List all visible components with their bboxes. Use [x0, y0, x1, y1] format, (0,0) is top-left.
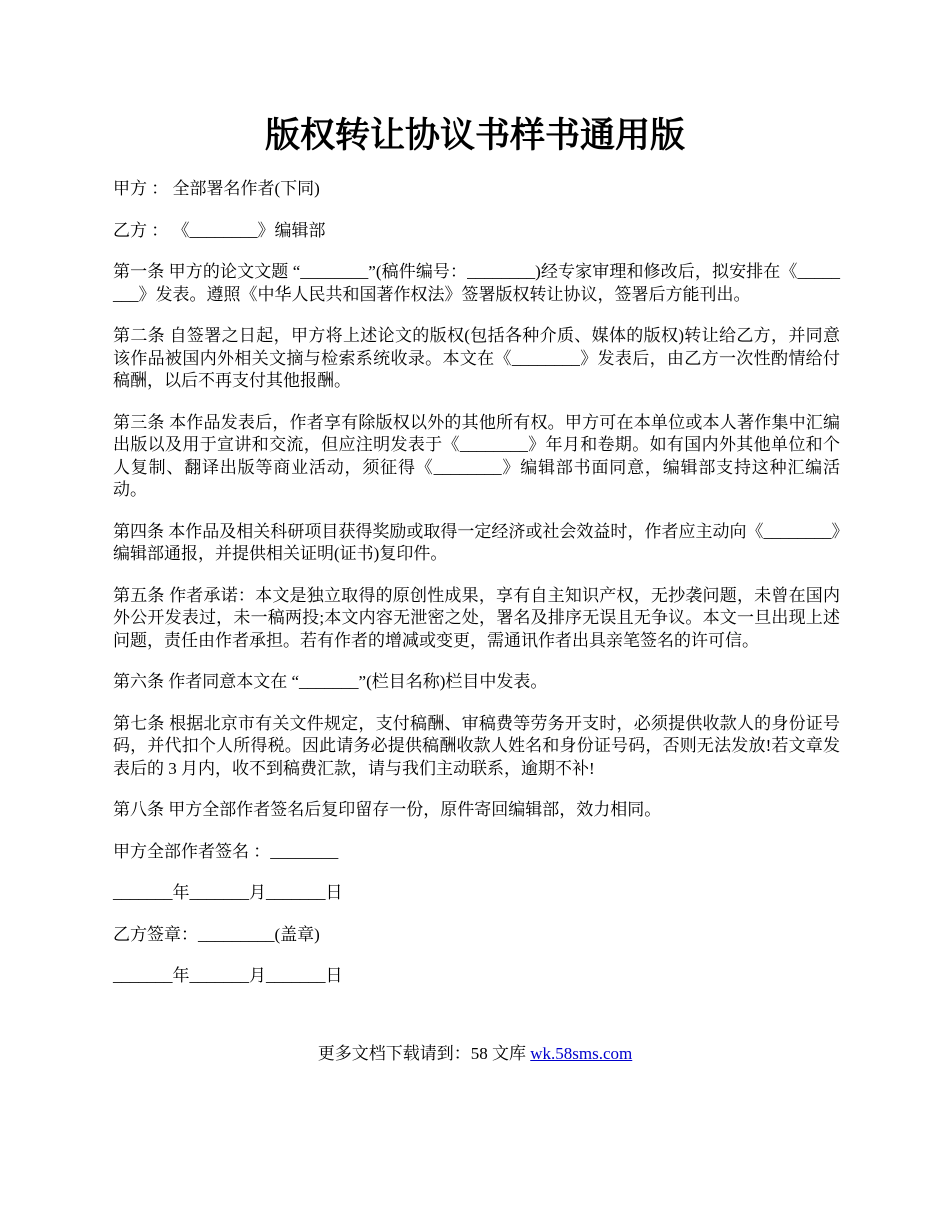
download-footer — [0, 1043, 950, 1065]
article-2: 第二条 自签署之日起，甲方将上述论文的版权(包括各种介质、媒体的版权)转让给乙方，并同意该作品被国内外相关文摘与检索系统收录。本文在《________》发表后，由乙方一次性酌情给付稿酬，以后不再支付其他报酬。 — [113, 326, 840, 390]
document-body — [113, 178, 840, 1007]
article-3: 第三条 本作品发表后，作者享有除版权以外的其他所有权。甲方可在本单位或本人著作集中汇编出版以及用于宣讲和交流，但应注明发表于《________》年月和卷期。如有国内外其他单位和个人复制、翻译出版等商业活动，须征得《________》编辑部书面同意，编辑部支持这种汇编活动。 — [113, 412, 840, 499]
article-8: 第八条 甲方全部作者签名后复印留存一份，原件寄回编辑部，效力相同。 — [113, 800, 662, 819]
footer-text: 更多文档下载请到：58 文库 — [317, 1044, 531, 1063]
party-b-seal-line: 乙方签章：_________(盖章) — [113, 924, 320, 944]
article-1: 第一条 甲方的论文文题 “________”(稿件编号：________)经专家审理和修改后，拟安排在《________》发表。遵照《中华人民共和国著作权法》签署版权转让协议，签署后方能刊出。 — [113, 262, 840, 304]
party-a-line: 甲方 ： 全部署名作者(下同) — [113, 179, 320, 198]
party-b-line: 乙方 ： 《________》编辑部 — [113, 220, 326, 240]
footer-link[interactable]: wk.58sms.com — [530, 1044, 633, 1063]
party-a-signature-line: 甲方全部作者签名 ：________ — [113, 841, 339, 861]
article-7: 第七条 根据北京市有关文件规定，支付稿酬、审稿费等劳务开支时，必须提供收款人的身份证号码，并代扣个人所得税。因此请务必提供稿酬收款人姓名和身份证号码，否则无法发放!若文章发表后的 3 月内，收不到稿费汇款，请与我们主动联系，逾期不补! — [113, 713, 840, 778]
article-6: 第六条 作者同意本文在 “_______”(栏目名称)栏目中发表。 — [113, 672, 548, 691]
party-b-date-line: _______年_______月_______日 — [113, 966, 343, 985]
document-title: 版权转让协议书样书通用版 — [264, 116, 685, 155]
article-5: 第五条 作者承诺：本文是独立取得的原创性成果，享有自主知识产权，无抄袭问题，未曾在国内外公开发表过，未一稿两投;本文内容无泄密之处，署名及排序无误且无争议。本文一旦出现上述问题，责任由作者承担。若有作者的增减或变更，需通讯作者出具亲笔签名的许可信。 — [113, 585, 840, 650]
party-a-date-line: _______年_______月_______日 — [113, 883, 343, 902]
article-4: 第四条 本作品及相关科研项目获得奖励或取得一定经济或社会效益时，作者应主动向《________》编辑部通报，并提供相关证明(证书)复印件。 — [113, 521, 840, 563]
